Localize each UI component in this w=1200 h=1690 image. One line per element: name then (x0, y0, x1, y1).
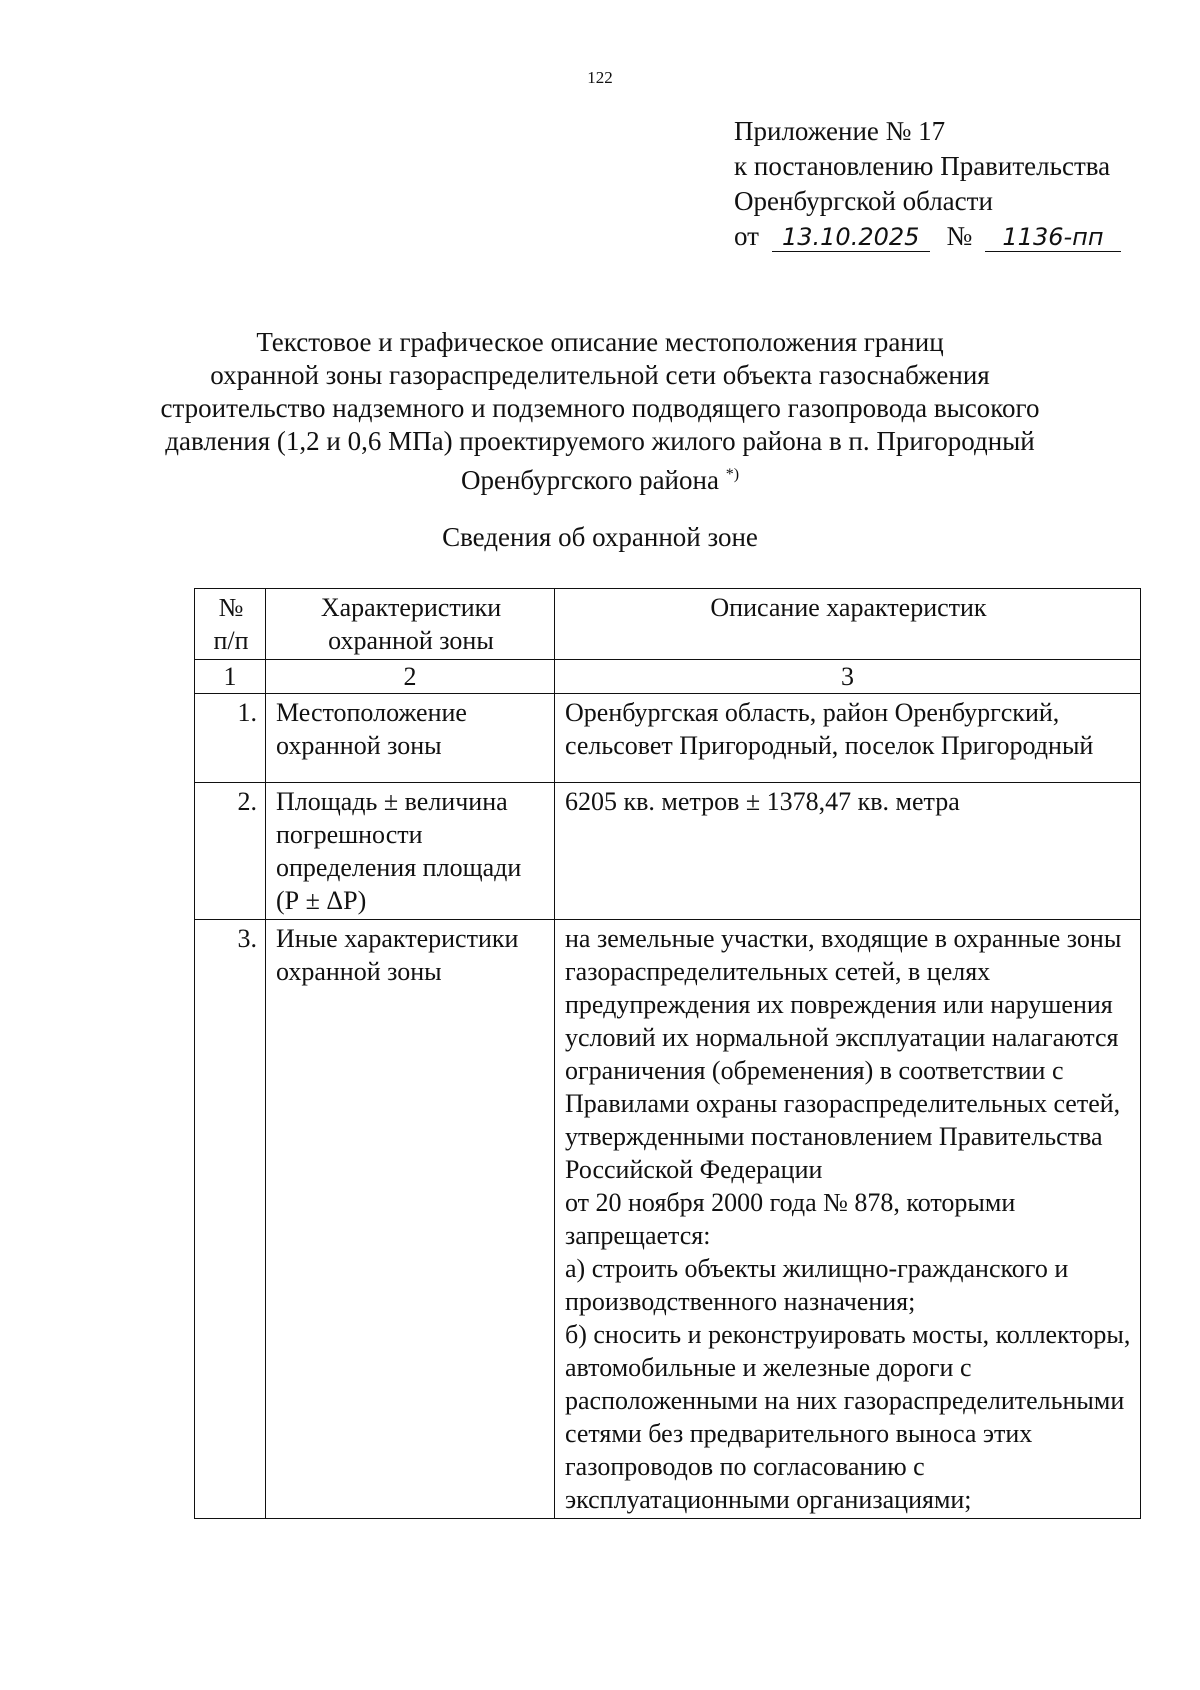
title-line-1: Текстовое и графическое описание местоположения границ (256, 327, 944, 357)
numbering-cell: 3 (555, 660, 1141, 694)
table-row (195, 694, 1141, 783)
section-subtitle: Сведения об охранной зоне (442, 522, 758, 552)
number-label: № (946, 221, 973, 251)
title-line-5-text: Оренбургского района (460, 465, 719, 495)
from-label: от (734, 221, 759, 251)
header-description: Описание характеристик (555, 589, 1141, 660)
header-number: № п/п (195, 589, 266, 660)
handwritten-number: 1136-пп (985, 223, 1121, 252)
description-paragraph: Оренбургская область, район Оренбургский, сельсовет Пригородный, поселок Пригородный (565, 698, 1094, 760)
title-line-2: охранной зоны газораспределительной сети объекта газоснабжения (210, 360, 990, 390)
appendix-date-line (734, 219, 1121, 254)
table-header-row (195, 589, 1141, 660)
row-number: 3. (195, 920, 266, 1519)
protection-zone-table (194, 588, 1141, 1519)
description-paragraph: 6205 кв. метров ± 1378,47 кв. метра (565, 787, 960, 816)
row-description (555, 783, 1141, 920)
footnote-mark: *) (725, 466, 740, 483)
handwritten-date: 13.10.2025 (772, 223, 930, 252)
row-characteristic: Местоположение охранной зоны (266, 694, 555, 783)
row-number: 2. (195, 783, 266, 920)
title-line-4: давления (1,2 и 0,6 МПа) проектируемого жилого района в п. Пригородный (165, 426, 1035, 456)
title-line-3: строительство надземного и подземного подводящего газопровода высокого (160, 393, 1040, 423)
description-paragraph: от 20 ноября 2000 года № 878, которыми запрещается: (565, 1188, 1016, 1250)
description-paragraph: а) строить объекты жилищно-гражданского и производственного назначения; (565, 1254, 1069, 1316)
row-characteristic: Площадь ± величина погрешности определения площади (Р ± ΔР) (266, 783, 555, 920)
numbering-cell: 1 (195, 660, 266, 694)
appendix-line-1: Приложение № 17 (734, 116, 946, 146)
appendix-block (734, 114, 1121, 254)
table-numbering-row (195, 660, 1141, 694)
title-line-5 (0, 458, 1200, 497)
table-row (195, 920, 1141, 1519)
header-characteristic: Характеристики охранной зоны (266, 589, 555, 660)
appendix-line-2: к постановлению Правительства (734, 151, 1111, 181)
document-title (0, 326, 1200, 497)
numbering-cell: 2 (266, 660, 555, 694)
row-description (555, 694, 1141, 783)
row-number: 1. (195, 694, 266, 783)
description-paragraph: б) сносить и реконструировать мосты, коллекторы, автомобильные и железные дороги с расположенными на них газораспределительными сетями без предварительного выноса этих газопроводов по согласованию с эксплуатационными организациями; (565, 1320, 1131, 1514)
row-characteristic: Иные характеристики охранной зоны (266, 920, 555, 1519)
appendix-line-3: Оренбургской области (734, 186, 993, 216)
table-row (195, 783, 1141, 920)
page-number: 122 (587, 68, 613, 87)
description-paragraph: на земельные участки, входящие в охранные зоны газораспределительных сетей, в целях предупреждения их повреждения или нарушения условий их нормальной эксплуатации налагаются ограничения (обременения) в соответствии с Правилами охраны газораспределительных сетей, утвержденными постановлением Правительства Российской Федерации (565, 924, 1122, 1184)
row-description (555, 920, 1141, 1519)
